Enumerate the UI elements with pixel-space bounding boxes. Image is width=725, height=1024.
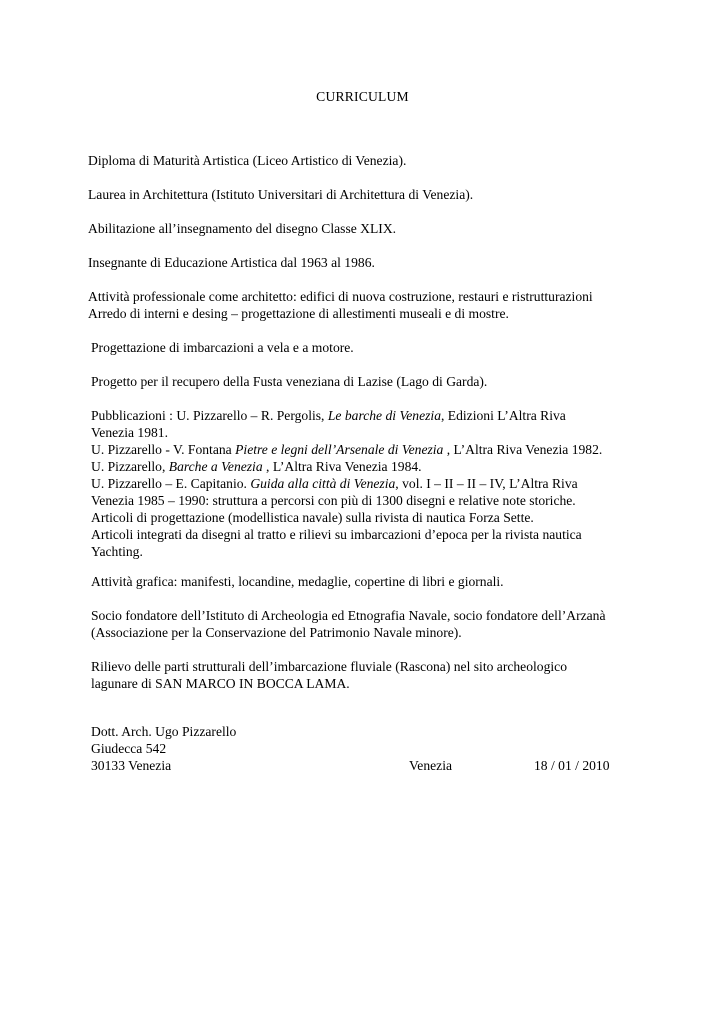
rilievo-line-2: lagunare di SAN MARCO IN BOCCA LAMA. [91, 676, 350, 691]
publication-2-authors: U. Pizzarello - V. Fontana [91, 442, 236, 457]
signature-place: Venezia [409, 758, 453, 773]
signature-city: 30133 Venezia [91, 758, 172, 773]
publication-3-authors: U. Pizzarello, [91, 459, 169, 474]
signature-date: 18 / 01 / 2010 [534, 758, 610, 773]
socio-paragraph [91, 607, 691, 641]
rilievo-line-1: Rilievo delle parti strutturali dell’imbarcazione fluviale (Rascona) nel sito archeologico [91, 659, 567, 674]
signature-street: Giudecca 542 [91, 741, 167, 756]
publication-4-title: Guida alla città di Venezia [250, 476, 396, 491]
publication-1-publisher: , Edizioni L’Altra Riva [441, 408, 566, 423]
publication-1-title: Le barche di Venezia [327, 408, 441, 423]
rilievo-paragraph [91, 658, 691, 692]
progetto-line: Progetto per il recupero della Fusta veneziana di Lazise (Lago di Garda). [91, 374, 488, 389]
publication-6-continued: Yachting. [91, 544, 143, 559]
publication-2 [91, 441, 691, 458]
pubblicazioni-paragraph [91, 407, 691, 560]
signature-city-row [91, 757, 651, 774]
laurea-line: Laurea in Architettura (Istituto Universitari di Architettura di Venezia). [88, 187, 474, 202]
document-title: CURRICULUM [316, 89, 409, 104]
attivita-paragraph [88, 288, 688, 322]
publication-4-continued: Venezia 1985 – 1990: struttura a percorsi con più di 1300 disegni e relative note storiche. [91, 493, 576, 508]
publication-1-continued: Venezia 1981. [91, 425, 169, 440]
publication-3 [91, 458, 691, 475]
socio-line-2: (Associazione per la Conservazione del Patrimonio Navale minore). [91, 625, 462, 640]
abilitazione-line: Abilitazione all’insegnamento del disegno Classe XLIX. [88, 221, 397, 236]
publication-4-authors: U. Pizzarello – E. Capitanio. [91, 476, 251, 491]
publication-4 [91, 475, 691, 492]
publication-3-publisher: , L’Altra Riva Venezia 1984. [262, 459, 422, 474]
publication-2-title: Pietre e legni dell’Arsenale di Venezia [235, 442, 444, 457]
publication-3-title: Barche a Venezia [168, 459, 263, 474]
diploma-line: Diploma di Maturità Artistica (Liceo Artistico di Venezia). [88, 153, 407, 168]
progettazione-line: Progettazione di imbarcazioni a vela e a motore. [91, 340, 354, 355]
socio-line-1: Socio fondatore dell’Istituto di Archeologia ed Etnografia Navale, socio fondatore dell’Arzanà [91, 608, 606, 623]
publication-1-authors: Pubblicazioni : U. Pizzarello – R. Pergolis, [91, 408, 328, 423]
insegnante-line: Insegnante di Educazione Artistica dal 1963 al 1986. [88, 255, 375, 270]
signature-block [91, 723, 651, 774]
attivita-line-2: Arredo di interni e desing – progettazione di allestimenti museali e di mostre. [88, 306, 509, 321]
grafica-line: Attività grafica: manifesti, locandine, medaglie, copertine di libri e giornali. [91, 574, 504, 589]
publication-1 [91, 407, 691, 424]
signature-name: Dott. Arch. Ugo Pizzarello [91, 724, 237, 739]
publication-2-publisher: , L’Altra Riva Venezia 1982. [443, 442, 603, 457]
publication-4-publisher: , vol. I – II – II – IV, L’Altra Riva [395, 476, 578, 491]
publication-6: Articoli integrati da disegni al tratto e rilievi su imbarcazioni d’epoca per la rivista nautica [91, 527, 582, 542]
attivita-line-1: Attività professionale come architetto: edifici di nuova costruzione, restauri e ristrutturazioni [88, 289, 593, 304]
publication-5: Articoli di progettazione (modellistica navale) sulla rivista di nautica Forza Sette. [91, 510, 534, 525]
